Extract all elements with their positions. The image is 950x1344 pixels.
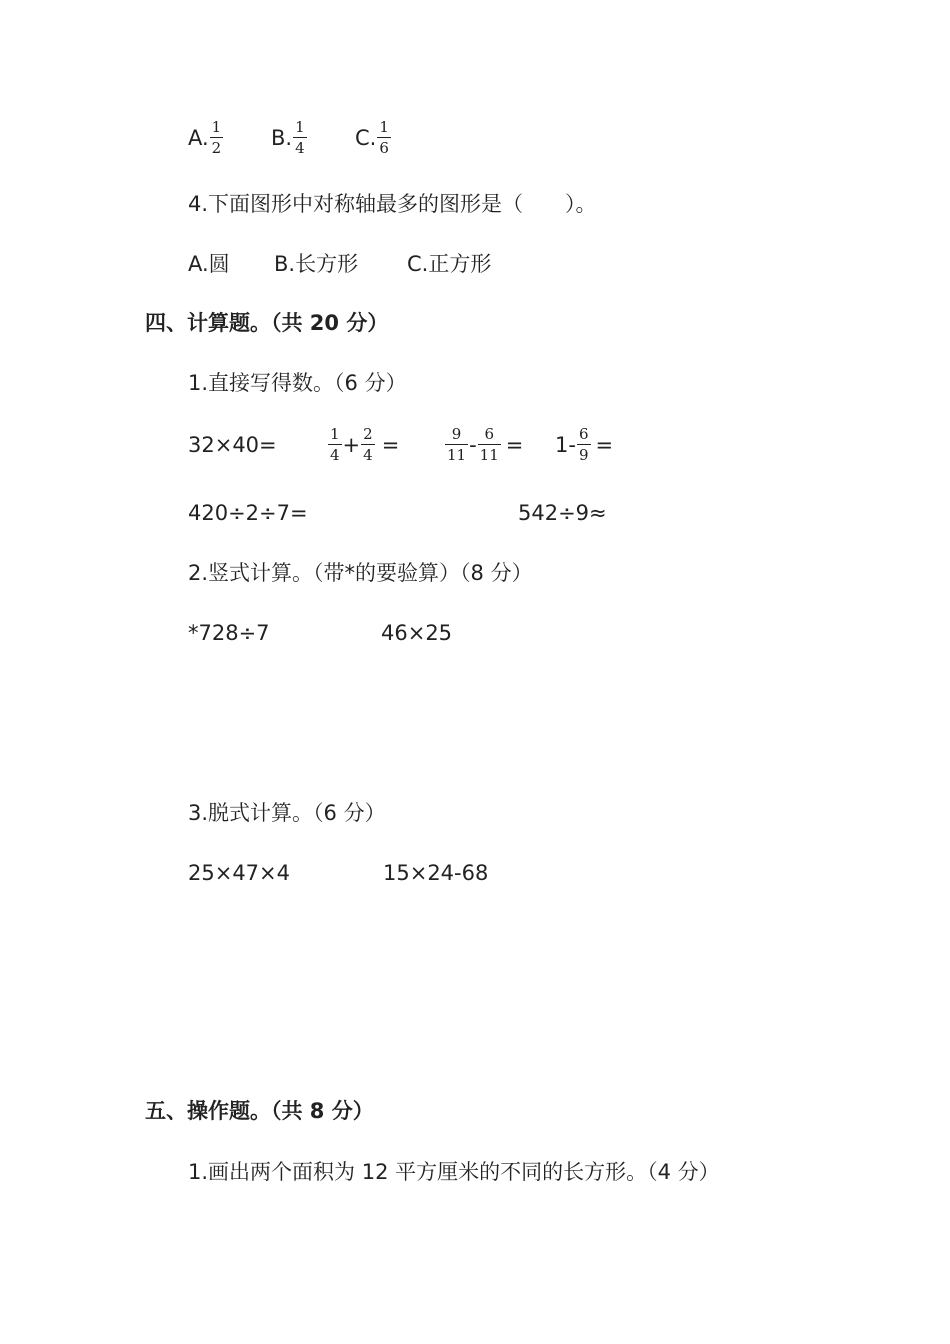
- expr-46x25: 46×25: [381, 621, 453, 645]
- q4-option-c: C.正方形: [407, 252, 492, 276]
- expr-32x40: 32×40=: [188, 433, 277, 457]
- operator: -: [469, 433, 477, 457]
- operator: +: [342, 433, 361, 457]
- expr-25x47x4: 25×47×4: [188, 861, 290, 885]
- equals: =: [505, 433, 524, 457]
- option-b: [271, 120, 308, 156]
- expr-one-minus: [555, 427, 613, 463]
- fraction: [577, 427, 591, 463]
- fraction-denominator: 4: [363, 446, 373, 464]
- fraction-numerator: 1: [295, 118, 305, 136]
- option-c-fraction: [377, 120, 391, 156]
- fraction: [478, 427, 501, 463]
- option-b-fraction: [293, 120, 307, 156]
- s4-q2-title: 2.竖式计算。（带*的要验算）（8 分）: [188, 561, 533, 585]
- expr-420-div: 420÷2÷7=: [188, 501, 308, 525]
- equals: =: [595, 433, 614, 457]
- question-4: 4.下面图形中对称轴最多的图形是（ ）。: [188, 192, 597, 216]
- fraction-numerator: 1: [330, 425, 340, 443]
- expr-728-div: *728÷7: [188, 621, 270, 645]
- option-a-fraction: [210, 120, 224, 156]
- option-a: [188, 120, 224, 156]
- expr-fraction-sub: [444, 427, 523, 463]
- fraction-numerator: 6: [578, 425, 589, 443]
- option-b-label: B.: [271, 126, 293, 150]
- expr-542-div: 542÷9≈: [518, 501, 607, 525]
- equals: =: [381, 433, 400, 457]
- fraction-denominator: 9: [578, 446, 589, 464]
- fraction-denominator: 6: [379, 139, 389, 157]
- fraction-numerator: 2: [363, 425, 373, 443]
- fraction-numerator: 9: [445, 427, 468, 445]
- fraction-numerator: 6: [478, 427, 501, 445]
- expr-fraction-add: [327, 427, 399, 463]
- s4-q3-title: 3.脱式计算。（6 分）: [188, 801, 386, 825]
- option-c: [355, 120, 392, 156]
- fraction-denominator: 4: [330, 446, 340, 464]
- option-a-label: A.: [188, 126, 209, 150]
- fraction: [445, 427, 468, 463]
- expr-15x24-68: 15×24-68: [383, 861, 489, 885]
- fraction: [328, 427, 342, 463]
- s5-q1: 1.画出两个面积为 12 平方厘米的不同的长方形。（4 分）: [188, 1160, 720, 1184]
- fraction: [361, 427, 375, 463]
- fraction-denominator: 2: [211, 139, 222, 157]
- q4-option-a: A.圆: [188, 252, 230, 276]
- fraction-denominator: 4: [295, 139, 305, 157]
- section-4-title: 四、计算题。（共 20 分）: [145, 311, 389, 335]
- fraction-numerator: 1: [211, 118, 222, 136]
- expr-lead: 1-: [555, 433, 576, 457]
- s4-q1-title: 1.直接写得数。（6 分）: [188, 371, 407, 395]
- option-c-label: C.: [355, 126, 377, 150]
- fraction-numerator: 1: [379, 118, 389, 136]
- section-5-title: 五、操作题。（共 8 分）: [145, 1099, 374, 1123]
- q4-option-b: B.长方形: [274, 252, 359, 276]
- fraction-denominator: 11: [479, 446, 499, 464]
- fraction-denominator: 11: [447, 446, 467, 464]
